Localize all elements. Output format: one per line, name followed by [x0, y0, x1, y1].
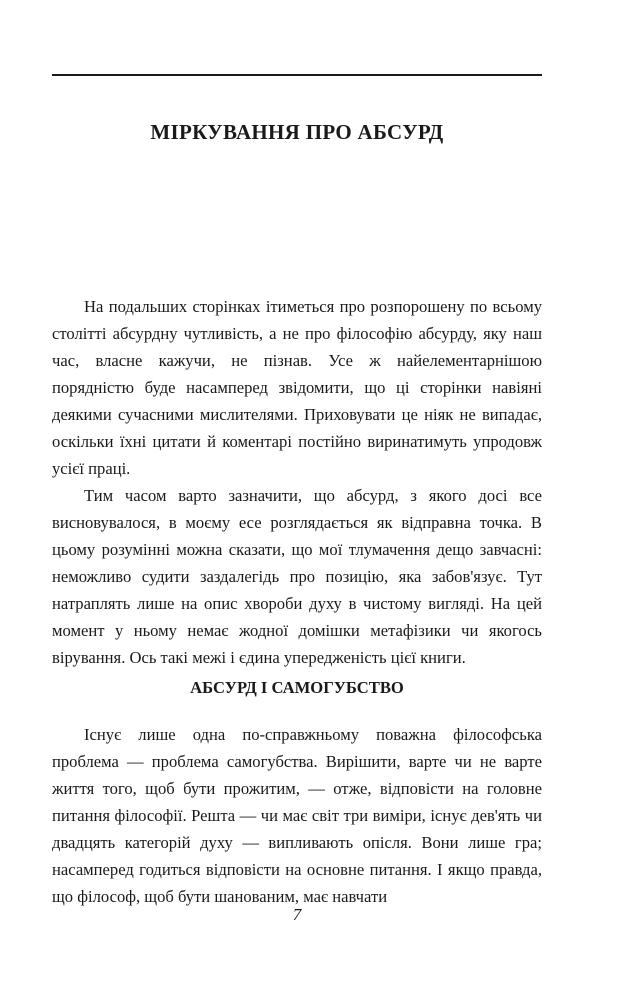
section-heading: АБСУРД І САМОГУБСТВО — [190, 678, 404, 697]
paragraph: На подальших сторінках ітиметься про розпорошену по всьому столітті абсурдну чутливість, а не про філософію абсурду, яку наш час, власне кажучи, не пізнав. Усе ж найелементарнішою порядністю буде насамперед звідомити, що ці сторінки навіяні деякими сучасними мислителями. Приховувати це ніяк не випадає, оскільки їхні цитати й коментарі постійно виринатимуть упродовж усієї праці. — [52, 297, 542, 478]
section-text — [52, 721, 542, 910]
chapter-title: МІРКУВАННЯ ПРО АБСУРД — [150, 120, 444, 144]
paragraph: Тим часом варто зазначити, що абсурд, з якого досі все висновувалося, в моєму есе розглядається як відправна точка. В цьому розумінні можна сказати, що мої тлумачення дещо завчасні: неможливо судити заздалегідь про позицію, яка забов'язує. Тут натраплять лише на опис хвороби духу в чистому вигляді. На цей момент у ньому немає жодної домішки метафізики чи якогось вірування. Ось такі межі і єдина упередженість цієї книги. — [52, 486, 542, 667]
paragraph: Існує лише одна по-справжньому поважна філософська проблема — проблема самогубства. Вирішити, варте чи не варте життя того, щоб бути прожитим, — отже, відповісти на головне питання філософії. Решта — чи має світ три виміри, існує дев'ять чи двадцять категорій духу — випливають опісля. Вони лише гра; насамперед годиться відповісти на основне питання. І якщо правда, що філософ, щоб бути шанованим, має навчати — [52, 725, 542, 906]
page-number: 7 — [292, 905, 302, 924]
top-rule — [52, 74, 542, 76]
intro-text — [52, 293, 542, 671]
